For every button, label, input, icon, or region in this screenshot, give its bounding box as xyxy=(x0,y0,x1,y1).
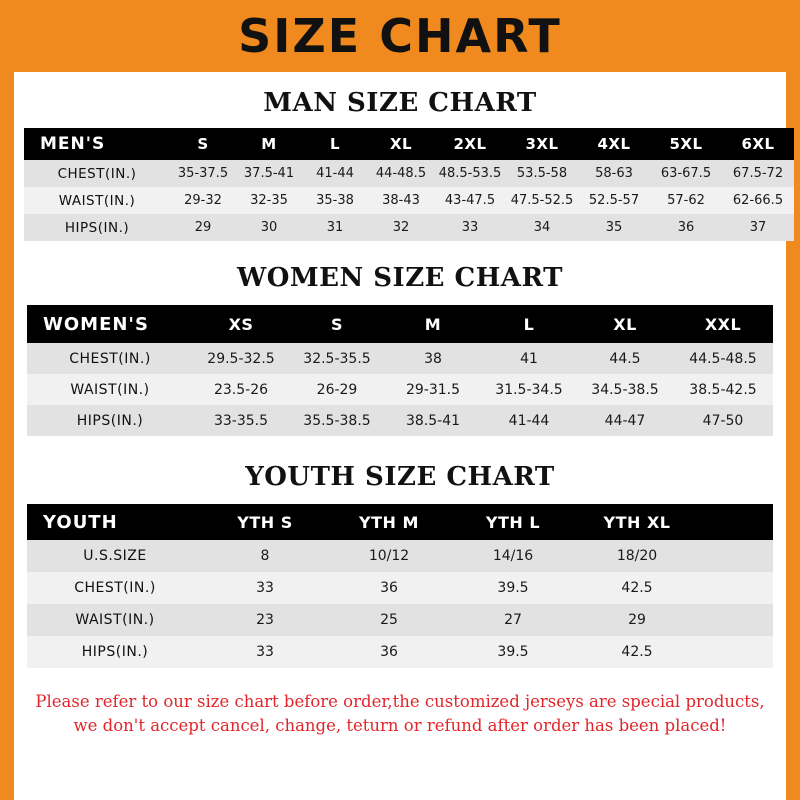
table-cell: 38 xyxy=(424,350,442,367)
table-cell: 34 xyxy=(533,220,551,235)
table-cell: 52.5-57 xyxy=(588,193,640,208)
table-cell: 38-43 xyxy=(382,193,420,208)
table-cell: 26-29 xyxy=(316,381,358,398)
table-cell: 29-32 xyxy=(184,193,222,208)
table-header-cell: 6XL xyxy=(741,135,775,153)
table-cell: 32.5-35.5 xyxy=(303,350,371,367)
table-cell: 44-47 xyxy=(604,412,646,429)
table-cell: 14/16 xyxy=(492,548,534,564)
row-label: CHEST(IN.) xyxy=(69,350,151,367)
table-row xyxy=(27,604,773,636)
table-cell: 23.5-26 xyxy=(213,381,269,398)
table-cell xyxy=(699,604,773,636)
table-header-cell: 4XL xyxy=(597,135,631,153)
table-cell: 35.5-38.5 xyxy=(303,412,371,429)
man-size-table xyxy=(24,128,794,241)
table-header-cell: XXL xyxy=(704,314,742,334)
table-cell: 30 xyxy=(260,220,278,235)
row-label: HIPS(IN.) xyxy=(64,219,130,236)
footnote-line-1: Please refer to our size chart before order,the customized jerseys are special products, xyxy=(35,692,765,711)
table-header-cell: YTH S xyxy=(237,512,293,532)
table-cell: 67.5-72 xyxy=(732,166,784,181)
table-header-cell: L xyxy=(523,314,535,334)
row-label: HIPS(IN.) xyxy=(76,412,144,429)
table-cell: 48.5-53.5 xyxy=(438,166,502,181)
table-cell: 35-37.5 xyxy=(177,166,229,181)
table-cell: 41-44 xyxy=(316,166,354,181)
table-header-cell: YOUTH xyxy=(43,511,118,533)
table-header-cell xyxy=(699,504,773,540)
table-cell: 42.5 xyxy=(621,580,653,596)
table-cell xyxy=(699,636,773,668)
table-cell: 31 xyxy=(326,220,344,235)
table-cell: 33 xyxy=(461,220,479,235)
table-cell: 27 xyxy=(504,612,522,628)
youth-section-title: YOUTH SIZE CHART xyxy=(245,462,555,492)
table-header-cell: XL xyxy=(613,314,637,334)
table-cell: 41 xyxy=(520,350,538,367)
table-cell: 57-62 xyxy=(667,193,705,208)
table-cell: 58-63 xyxy=(595,166,633,181)
table-row xyxy=(27,636,773,668)
table-cell xyxy=(699,540,773,572)
table-cell: 29 xyxy=(194,220,212,235)
row-label: WAIST(IN.) xyxy=(75,612,155,628)
banner xyxy=(0,0,800,72)
table-cell: 38.5-42.5 xyxy=(689,381,757,398)
table-cell: 18/20 xyxy=(616,548,658,564)
women-section-title: WOMEN SIZE CHART xyxy=(237,263,563,293)
table-header-row xyxy=(27,305,773,343)
table-cell: 29.5-32.5 xyxy=(207,350,275,367)
row-label: CHEST(IN.) xyxy=(74,580,156,596)
table-cell: 47.5-52.5 xyxy=(510,193,574,208)
table-row xyxy=(27,572,773,604)
table-cell: 36 xyxy=(380,644,398,660)
table-header-cell: M xyxy=(261,135,277,153)
table-cell: 32 xyxy=(392,220,410,235)
footnote-line-2: we don't accept cancel, change, teturn or refund after order has been placed! xyxy=(73,715,727,735)
table-header-cell: 3XL xyxy=(525,135,559,153)
table-header-cell: XS xyxy=(228,314,254,334)
table-cell: 33 xyxy=(256,580,274,596)
table-row xyxy=(24,214,794,241)
table-header-cell: 5XL xyxy=(669,135,703,153)
table-cell: 44.5 xyxy=(609,350,641,367)
table-header-cell: S xyxy=(330,314,344,334)
table-row xyxy=(24,160,794,187)
table-cell xyxy=(699,572,773,604)
table-cell: 44-48.5 xyxy=(375,166,427,181)
table-cell: 33-35.5 xyxy=(213,412,269,429)
table-header-row xyxy=(27,504,773,540)
table-cell: 43-47.5 xyxy=(444,193,496,208)
table-cell: 35-38 xyxy=(316,193,354,208)
row-label: HIPS(IN.) xyxy=(81,644,149,660)
banner-title: SIZE CHART xyxy=(238,9,562,63)
table-cell: 29-31.5 xyxy=(405,381,461,398)
table-cell: 44.5-48.5 xyxy=(689,350,757,367)
table-cell: 47-50 xyxy=(702,412,744,429)
table-cell: 10/12 xyxy=(368,548,410,564)
table-cell: 36 xyxy=(380,580,398,596)
table-cell: 36 xyxy=(677,220,695,235)
table-header-cell: XL xyxy=(389,135,413,153)
table-header-cell: M xyxy=(424,314,442,334)
women-size-table xyxy=(27,305,773,436)
table-cell: 41-44 xyxy=(508,412,550,429)
table-cell: 32-35 xyxy=(250,193,288,208)
table-cell: 35 xyxy=(605,220,623,235)
table-cell: 62-66.5 xyxy=(732,193,784,208)
table-header-cell: S xyxy=(197,135,209,153)
row-label: WAIST(IN.) xyxy=(70,381,150,398)
man-section-title: MAN SIZE CHART xyxy=(263,88,537,118)
table-row xyxy=(27,405,773,436)
table-cell: 34.5-38.5 xyxy=(591,381,659,398)
table-cell: 31.5-34.5 xyxy=(495,381,563,398)
table-row xyxy=(27,343,773,374)
table-cell: 39.5 xyxy=(497,644,529,660)
table-cell: 53.5-58 xyxy=(516,166,568,181)
table-header-cell: WOMEN'S xyxy=(43,313,149,335)
table-cell: 63-67.5 xyxy=(660,166,712,181)
content xyxy=(14,88,786,738)
table-cell: 29 xyxy=(628,612,646,628)
row-label: CHEST(IN.) xyxy=(57,165,137,182)
table-header-cell: 2XL xyxy=(453,135,487,153)
table-row xyxy=(24,187,794,214)
table-header-cell: YTH M xyxy=(359,512,419,532)
table-header-cell: L xyxy=(329,135,341,153)
table-row xyxy=(27,540,773,572)
youth-size-table xyxy=(27,504,773,668)
table-cell: 33 xyxy=(256,644,274,660)
table-row xyxy=(27,374,773,405)
table-header-cell: YTH L xyxy=(485,512,541,532)
table-cell: 25 xyxy=(380,612,398,628)
row-label: U.S.SIZE xyxy=(83,548,147,564)
table-cell: 38.5-41 xyxy=(405,412,461,429)
footnote xyxy=(24,690,776,738)
row-label: WAIST(IN.) xyxy=(58,192,136,209)
table-cell: 39.5 xyxy=(497,580,529,596)
table-header-row xyxy=(24,128,794,160)
table-cell: 8 xyxy=(260,548,270,564)
table-cell: 37 xyxy=(749,220,767,235)
table-header-cell: YTH XL xyxy=(603,512,671,532)
table-cell: 37.5-41 xyxy=(243,166,295,181)
table-cell: 23 xyxy=(256,612,274,628)
table-header-cell: MEN'S xyxy=(40,134,106,154)
table-cell: 42.5 xyxy=(621,644,653,660)
